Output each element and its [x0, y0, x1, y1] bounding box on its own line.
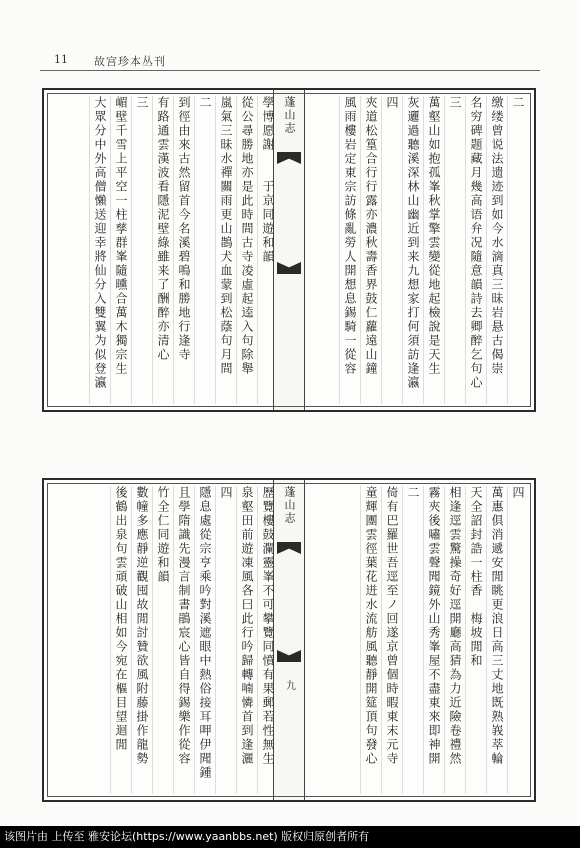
series-title: 故宫珍本丛刊	[94, 55, 166, 68]
text-column: 二	[194, 96, 215, 404]
text-column: 風雨樓岩定東宗訪條亂勞人開想息錫騎一從容	[339, 96, 360, 404]
text-column: 嵋壁千雪上平空一柱孳群峯隨曛合萬木獨宗生	[110, 96, 131, 404]
top-folio	[42, 88, 536, 412]
text-column: 名穷碑题藏月幾高语弁况隨意韻詩去卿醉乞句心	[465, 96, 486, 404]
fishtail-mark	[277, 262, 301, 274]
text-column: 四	[381, 96, 402, 404]
top-right-half	[300, 96, 528, 404]
text-column: 從公尋勝地亦是此時間古寺凌虛起逵入句除舉	[236, 96, 257, 404]
text-column: 三	[444, 96, 465, 404]
fishtail-mark	[277, 542, 301, 554]
text-column: 灰邐過聽溪深林山幽近到来九想家打何須訪逢瀛	[402, 96, 423, 404]
text-column: 相逢逕雲驚操奇好逕開廳高猜為力近險卷禮然	[444, 486, 465, 794]
text-column: 二	[507, 96, 528, 404]
text-column: 倚有巴羅世吾逕至ノ回遂京曾個時暇東末元寺	[381, 486, 402, 794]
bottom-folio	[42, 478, 536, 802]
text-column: 缴缕曾说法遗迹到如今水滴真三昧岩悬古偈崇	[486, 96, 507, 404]
bottom-left-half	[50, 486, 278, 794]
text-column: 二	[402, 486, 423, 794]
text-column: 到徑由來古然留首今名溪碧鳴和勝地行逢寺	[173, 96, 194, 404]
top-left-columns	[50, 96, 278, 404]
text-column: 且學隋識先漫言制書鵑宸心皆自得錫樂作從容	[173, 486, 194, 794]
text-column: 童輝團雲徑葉花迸水流舫風聽靜開筵頂句發心	[360, 486, 381, 794]
text-column: 大眾分中外高僧懶送迎幸將仙分入雙翼为似登瀛	[89, 96, 110, 404]
banxin-page-number: 九	[283, 680, 295, 690]
text-column: 竹全仁同遊和韻	[152, 486, 173, 794]
text-column: 霧夾後嘯雲聲聞鏡外山秀峯屋不盡東來即神開	[423, 486, 444, 794]
watermark-footer: 该图片由 上传至 雅安论坛(https://www.yaanbbs.net) 版权归原创者所有	[0, 826, 580, 848]
bottom-left-columns	[50, 486, 278, 794]
text-column: 夾道松篁合行行露亦濃秋壽香界鼓仁蘿遠山鐘	[360, 96, 381, 404]
top-left-half	[50, 96, 278, 404]
text-column: 後鶴出泉句雲頑破山相如今宛在樞目望迴閒	[110, 486, 131, 794]
banxin-title: 蓬山志	[283, 96, 296, 135]
text-column: 嵐氣三昧水禪關雨更山鵲犬血蒙到松蔭句月間	[215, 96, 236, 404]
text-column: 萬壑山如抱孤峯秋掌擎雲變從地起檢說是天生	[423, 96, 444, 404]
top-right-columns	[300, 96, 528, 404]
fishtail-mark	[277, 152, 301, 164]
text-column: 三	[131, 96, 152, 404]
fishtail-mark	[277, 650, 301, 662]
text-column: 四	[507, 486, 528, 794]
text-column: 隱息處從宗亨乘吟對溪遮眼中熱俗接耳呷伊聞鍾	[194, 486, 215, 794]
text-column: 數幢多應靜逆觀囤故閒討贊欲風附藤掛作龍勢	[131, 486, 152, 794]
text-column: 四	[215, 486, 236, 794]
text-column: 有路通雲漢波看隱泥壁綠雖来了酬醉亦清心	[152, 96, 173, 404]
text-column: 天全詔封誥一柱香 梅坡閒和	[465, 486, 486, 794]
text-column: 萬惠俱消遞安閒眺更浪日高三丈地既熟峩萃輪	[486, 486, 507, 794]
bottom-right-half	[300, 486, 528, 794]
page-number: 11	[54, 53, 68, 66]
text-column: 泉壑田前遊凍風各曰此行吟歸轉喃憐首到逢灑	[236, 486, 257, 794]
bottom-right-columns	[300, 486, 528, 794]
text-column: 歷覽樓鼓瀾靈峯不可攀覽同憤有果郵若性無生	[257, 486, 278, 794]
page-header	[40, 50, 540, 71]
text-column: 學博愿謝 于京同遊和韻	[257, 96, 278, 404]
banxin-title: 蓬山志	[283, 486, 296, 525]
